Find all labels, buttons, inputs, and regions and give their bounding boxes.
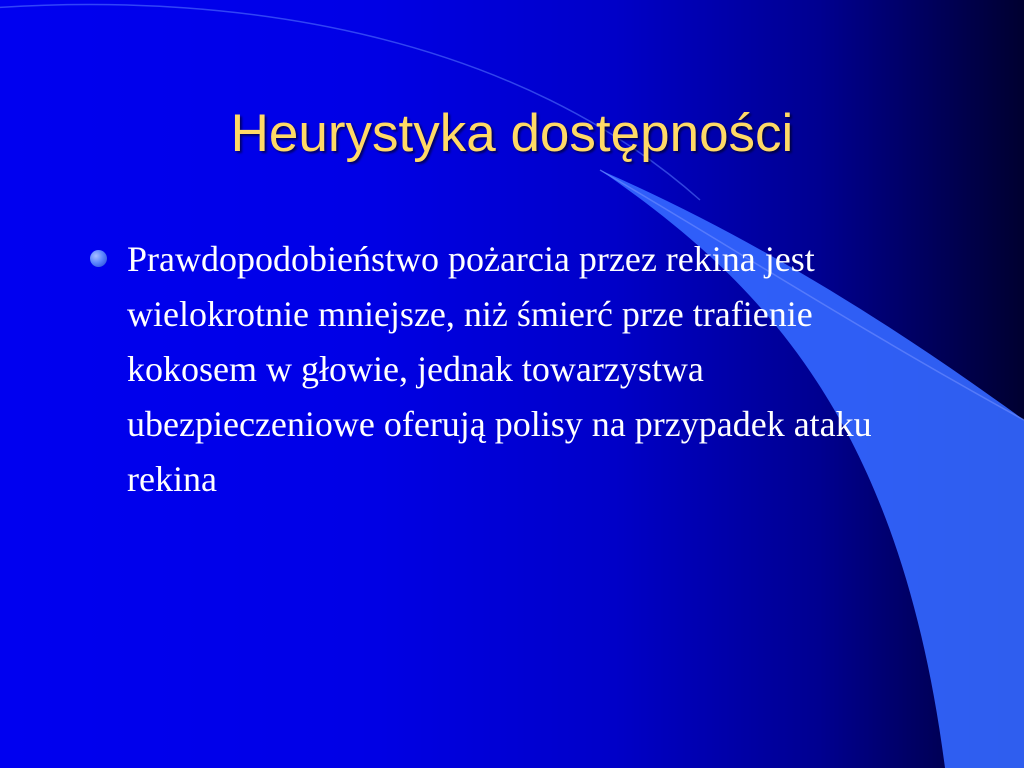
bullet-dot-icon <box>90 250 107 267</box>
bullet-text: Prawdopodobieństwo pożarcia przez rekina jest wielokrotnie mniejsze, niż śmierć prze trafienie kokosem w głowie, jednak towarzystwa ubezpieczeniowe oferują polisy na przypadek ataku rekina <box>127 239 872 499</box>
slide-title: Heurystyka dostępności <box>230 104 794 163</box>
bullet-item <box>86 232 946 507</box>
bullet-list <box>86 232 946 507</box>
